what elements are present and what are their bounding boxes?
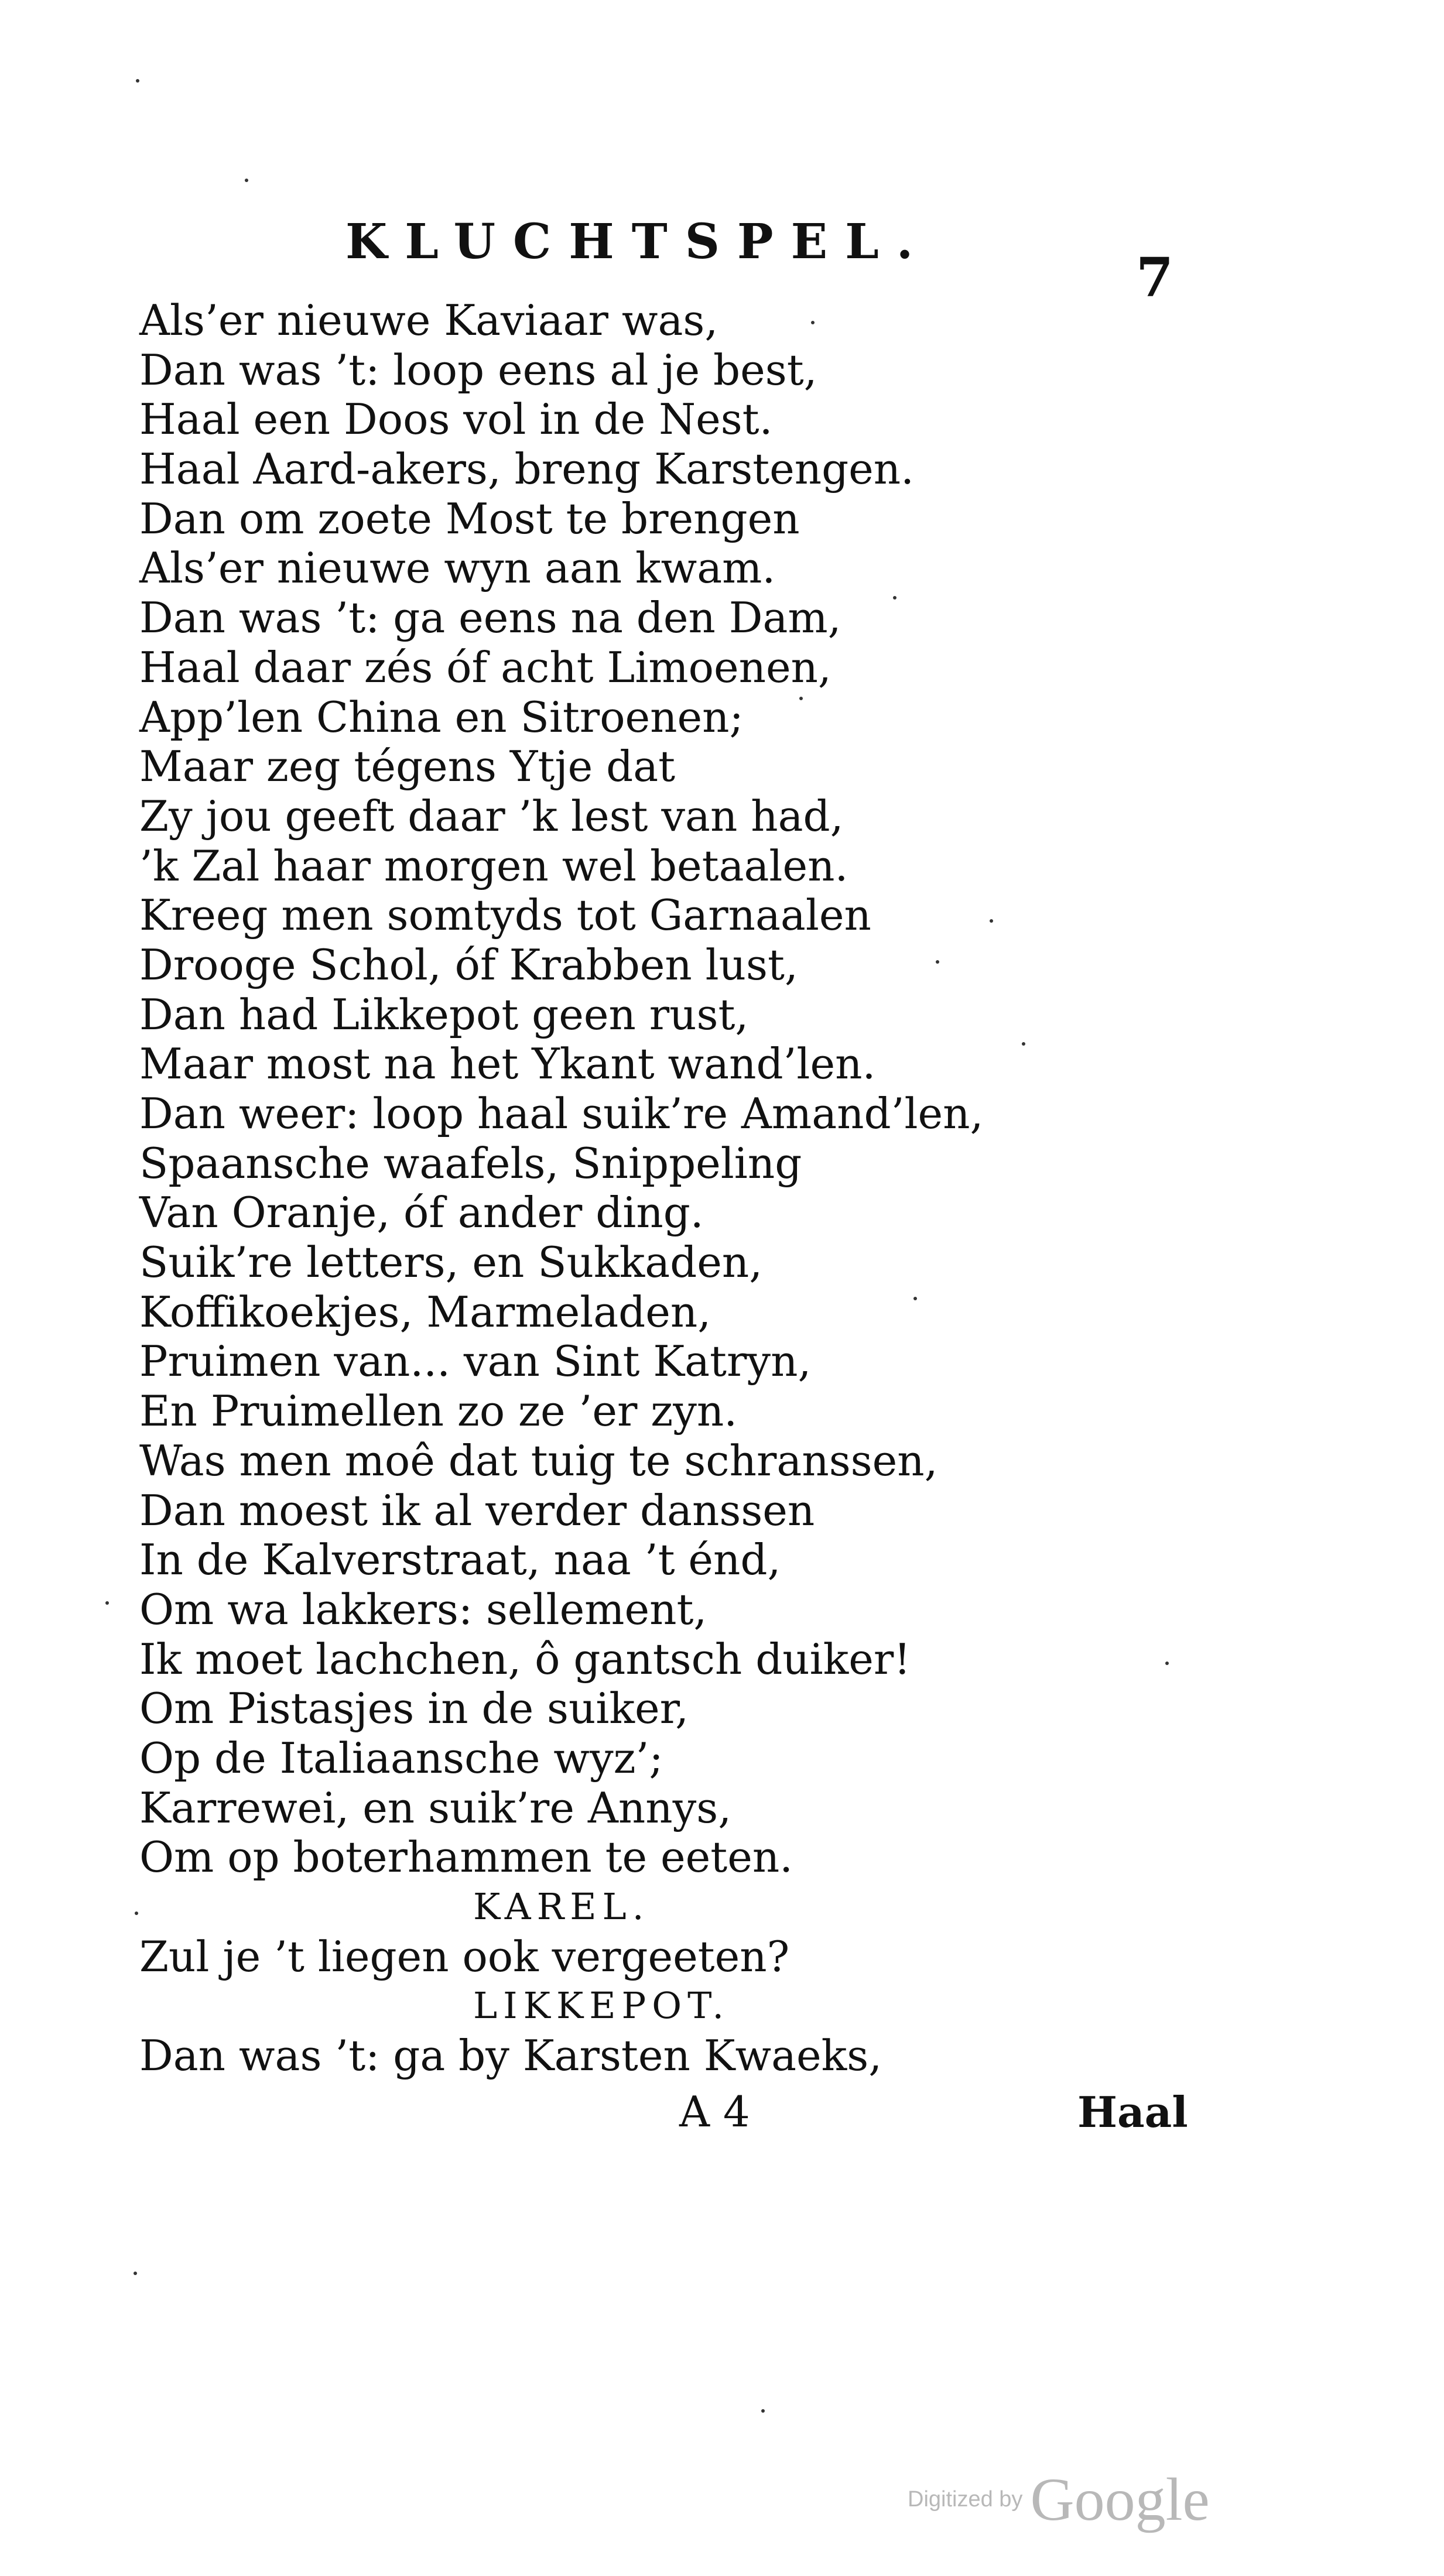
verse-line: Van Oranje, óf ander ding. <box>139 1188 704 1238</box>
scan-speck <box>913 1297 917 1300</box>
scan-speck <box>135 1912 138 1915</box>
verse-text <box>139 296 1310 2081</box>
verse-line: En Pruimellen zo ze ’er zyn. <box>139 1386 738 1436</box>
signature-mark: A 4 <box>679 2087 750 2136</box>
verse-line: Maar most na het Ykant wand’len. <box>139 1039 876 1089</box>
verse-line: Koffikoekjes, Marmeladen, <box>139 1287 711 1337</box>
verse-line: Zul je ’t liegen ook vergeeten? <box>139 1931 790 1981</box>
verse-line: Pruimen van... van Sint Katryn, <box>139 1337 812 1386</box>
verse-line: Dan was ’t: ga by Karsten Kwaeks, <box>139 2031 882 2081</box>
scan-speck <box>105 1601 109 1605</box>
verse-line: Als’er nieuwe wyn aan kwam. <box>139 543 776 593</box>
verse-line: App’len China en Sitroenen; <box>139 692 744 742</box>
verse-line: Als’er nieuwe Kaviaar was, <box>139 296 718 345</box>
scan-speck <box>1165 1662 1169 1665</box>
page-number: 7 <box>1136 246 1174 309</box>
scan-speck <box>245 179 248 182</box>
verse-line: Haal een Doos vol in de Nest. <box>139 395 773 444</box>
verse-line: Dan om zoete Most te brengen <box>139 494 800 543</box>
verse-line: Dan had Likkepot geen rust, <box>139 989 749 1039</box>
verse-line: Maar zeg tégens Ytje dat <box>139 742 676 792</box>
verse-line: Haal Aard-akers, breng Karstengen. <box>139 444 915 494</box>
scan-speck <box>799 697 803 700</box>
verse-line: Was men moê dat tuig te schranssen, <box>139 1436 938 1485</box>
verse-line: Om Pistasjes in de suiker, <box>139 1684 689 1734</box>
verse-line: Dan moest ik al verder danssen <box>139 1485 815 1535</box>
scan-speck <box>811 321 815 324</box>
verse-line: Haal daar zés óf acht Limoenen, <box>139 642 832 692</box>
running-head: KLUCHTSPEL. <box>345 214 931 270</box>
verse-line: Karrewei, en suik’re Annys, <box>139 1783 732 1832</box>
catchword: Haal <box>1077 2087 1188 2137</box>
verse-line: Op de Italiaansche wyz’; <box>139 1733 663 1783</box>
watermark-digitized-by: Digitized by <box>908 2487 1023 2512</box>
digitization-watermark <box>908 2465 1210 2534</box>
verse-line: Dan was ’t: loop eens al je best, <box>139 345 817 395</box>
verse-line: Drooge Schol, óf Krabben lust, <box>139 940 798 989</box>
scan-speck <box>136 79 139 83</box>
verse-line: Suik’re letters, en Sukkaden, <box>139 1238 763 1287</box>
scan-speck <box>761 2409 765 2413</box>
verse-line: Om op boterhammen te eeten. <box>139 1832 793 1882</box>
verse-line: In de Kalverstraat, naa ’t énd, <box>139 1535 781 1585</box>
speaker-name-likkepot: LIKKEPOT. <box>473 1984 730 2027</box>
scan-speck <box>893 596 896 600</box>
scan-speck <box>1022 1042 1025 1046</box>
verse-line: Dan weer: loop haal suik’re Amand’len, <box>139 1089 984 1138</box>
scan-speck <box>134 2272 137 2275</box>
verse-line: Ik moet lachchen, ô gantsch duiker! <box>139 1634 911 1684</box>
watermark-google: Google <box>1030 2466 1210 2533</box>
verse-line: Zy jou geeft daar ’k lest van had, <box>139 791 844 841</box>
verse-line: ’k Zal haar morgen wel betaalen. <box>139 841 848 890</box>
scan-speck <box>936 960 939 964</box>
speaker-name-karel: KAREL. <box>473 1885 650 1928</box>
verse-line: Spaansche waafels, Snippeling <box>139 1138 802 1188</box>
verse-line: Kreeg men somtyds tot Garnaalen <box>139 890 871 940</box>
verse-line: Dan was ’t: ga eens na den Dam, <box>139 593 841 643</box>
verse-line: Om wa lakkers: sellement, <box>139 1584 707 1634</box>
scan-speck <box>990 919 993 923</box>
